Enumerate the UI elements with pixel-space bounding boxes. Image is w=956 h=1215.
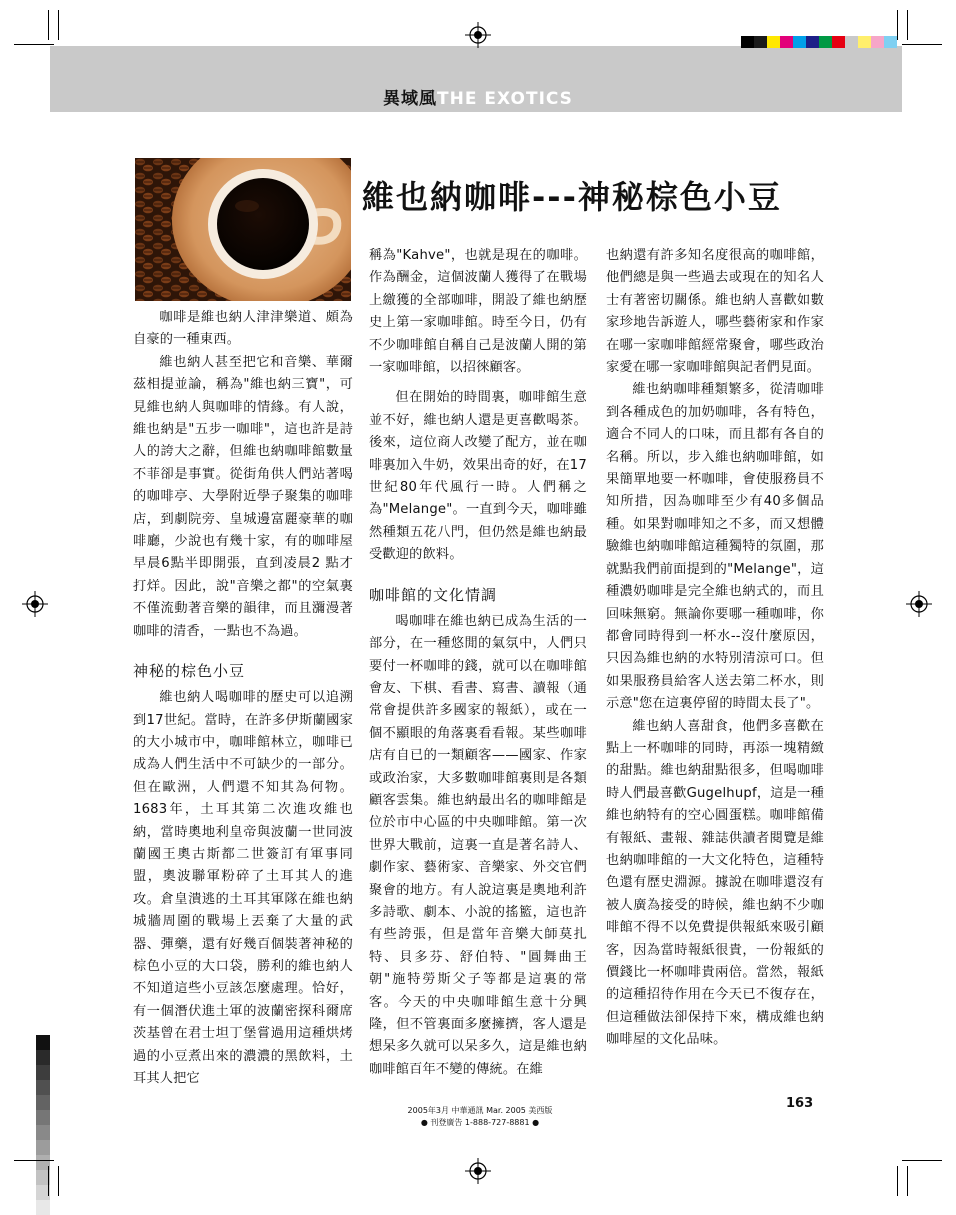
gray-swatch (36, 1095, 50, 1110)
crop-mark (48, 10, 49, 40)
gray-swatch (36, 1110, 50, 1125)
gray-swatch (36, 1140, 50, 1155)
paragraph: 維也納人甚至把它和音樂、華爾茲相提並論，稱為"維也納三寶"，可見維也納人與咖啡的情緣。有人說，維也納是"五步一咖啡"，這也許是詩人的誇大之辭，但維也納咖啡館數量不菲卻是事實。從街角供人們站著喝的咖啡亭、大學附近學子聚集的咖啡店，到劇院旁、皇城邊富麗豪華的咖啡廳，少說也有幾十家，有的咖啡屋早晨6點半即開張，直到凌晨2 點才打烊。因此，說"音樂之都"的空氣裏不僅流動著音樂的韻律，而且瀰漫著咖啡的清香，一點也不為過。 (133, 354, 353, 639)
gray-swatch (36, 1035, 50, 1050)
color-swatch (884, 36, 897, 48)
crop-mark (14, 44, 54, 45)
color-swatch (780, 36, 793, 48)
color-swatch (858, 36, 871, 48)
registration-mark-icon (465, 1158, 491, 1184)
gray-swatch (36, 1125, 50, 1140)
article-headline: 維也納咖啡---神秘棕色小豆 (362, 178, 782, 216)
article-column-1 (133, 307, 353, 1090)
gray-swatch (36, 1080, 50, 1095)
registration-mark-icon (465, 22, 491, 48)
color-swatch (871, 36, 884, 48)
gray-swatch (36, 1200, 50, 1215)
registration-mark-icon (906, 591, 932, 617)
section-heading: 神秘的棕色小豆 (133, 662, 246, 681)
crop-mark (58, 1166, 59, 1196)
coffee-cup-photo (135, 158, 351, 301)
crop-mark (14, 1160, 54, 1161)
color-swatch (845, 36, 858, 48)
paragraph: 喝咖啡在維也納已成為生活的一部分，在一種悠閒的氣氛中，人們只要付一杯咖啡的錢，就可以在咖啡館會友、下棋、看書、寫書、讀報（通常會提供許多國家的報紙），或在一個不顯眼的角落裏看看報。某些咖啡店有自已的一類顧客——國家、作家或政治家，大多數咖啡館裏則是各類顧客雲集。維也納最出名的咖啡館是位於市中心區的中央咖啡館。第一次世界大戰前，這裏一直是著名詩人、劇作家、藝術家、音樂家、外交官們聚會的地方。有人說這裏是奧地利許多詩歌、劇本、小說的搖籃，這也許有些誇張，但是當年音樂大師莫扎特、貝多芬、舒伯特、"圓舞曲王朝"施特勞斯父子等都是這裏的常客。今天的中央咖啡館生意十分興隆，但不管裏面多麼擁擠，客人還是想呆多久就可以呆多久，這是維也納咖啡館百年不變的傳統。在維 (369, 613, 587, 1077)
page-footer (380, 1105, 580, 1129)
gray-swatch (36, 1050, 50, 1065)
color-swatch (832, 36, 845, 48)
page-number: 163 (786, 1096, 814, 1111)
color-swatch (806, 36, 819, 48)
color-swatch (819, 36, 832, 48)
footer-publication: 2005年3月 中華通訊 Mar. 2005 美西版 (407, 1106, 553, 1115)
section-title (0, 84, 956, 109)
crop-mark (897, 10, 898, 40)
paragraph: 維也納人喝咖啡的歷史可以追溯到17世紀。當時，在許多伊斯蘭國家的大小城市中，咖啡館林立，咖啡已成為人們生活中不可缺少的一部分。但在歐洲，人們還不知其為何物。1683年，土耳其第二次進攻維也納，當時奧地利皇帝與波蘭一世同波蘭國王奧古斯都二世簽訂有軍事同盟，奧波聯軍粉碎了土耳其人的進攻。倉皇潰逃的土耳其軍隊在維也納城牆周圍的戰場上丟棄了大量的武器、彈藥，還有好幾百個裝著神秘的棕色小豆的大口袋，勝利的維也納人不知道這些小豆該怎麼處理。恰好，有一個潛伏進土軍的波蘭密探科爾席茨基曾在君士坦丁堡嘗過用這種烘烤過的小豆煮出來的濃濃的黑飲料，土耳其人把它 (133, 690, 353, 1086)
paragraph: 維也納人喜甜食，他們多喜歡在點上一杯咖啡的同時，再添一塊精緻的甜點。維也納甜點很多，但喝咖啡時人們最喜歡Gugelhupf，這是一種維也納特有的空心圓蛋糕。咖啡館備有報紙、畫報、雜誌供讀者閱覽是維也納咖啡館的一大文化特色，這種特色還有歷史淵源。據說在咖啡還沒有被人廣為接受的時候，維也納不少咖啡館不得不以免費提供報紙來吸引顧客，因為當時報紙很貴，一份報紙的價錢比一杯咖啡貴兩倍。當然，報紙的這種招待作用在今天已不復存在，但這種做法卻保持下來，構成維也納咖啡屋的文化品味。 (606, 718, 824, 1048)
footer-ad-contact (380, 1117, 580, 1129)
bullet-icon: ● (420, 1118, 428, 1127)
article-column-2 (369, 245, 587, 1081)
color-swatch (767, 36, 780, 48)
color-swatch (741, 36, 754, 48)
crop-mark (907, 10, 908, 40)
crop-mark (48, 1166, 49, 1196)
footer-ad-text: 刊登廣告 1-888-727-8881 (430, 1118, 530, 1127)
crop-mark (902, 44, 942, 45)
color-calibration-bar (741, 36, 897, 48)
section-title-cn: 異域風 (383, 89, 438, 109)
paragraph: 稱為"Kahve"，也就是現在的咖啡。作為酬金，這個波蘭人獲得了在戰場上繳獲的全部咖啡，開設了維也納歷史上第一家咖啡館。時至今日，仍有不少咖啡館自稱自己是波蘭人開的第一家咖啡館，以招徠顧客。 (369, 248, 587, 376)
paragraph: 維也納咖啡種類繁多，從清咖啡到各種成色的加奶咖啡，各有特色，適合不同人的口味，而且都有各自的名稱。所以，步入維也納咖啡館，如果簡單地要一杯咖啡，會使服務員不知所措，因為咖啡至少有40多個品種。如果對咖啡知之不多，而又想體驗維也納咖啡館這種獨特的氛圍，那就點我們前面提到的"Melange"，這種濃奶咖啡是完全維也納式的，而且回味無窮。無論你要哪一種咖啡，你都會同時得到一杯水--沒什麼原因，只因為維也納的水特別清涼可口。但如果服務員給客人送去第二杯水，則示意"您在這裏停留的時間太長了"。 (606, 382, 824, 712)
section-title-en: THE EXOTICS (437, 89, 573, 109)
paragraph: 也納還有許多知名度很高的咖啡館，他們總是與一些過去或現在的知名人士有著密切關係。維也納人喜歡如數家珍地告訴遊人，哪些藝術家和作家在哪一家咖啡館經常聚會，哪些政治家愛在哪一家咖啡館與記者們見面。 (606, 248, 824, 376)
registration-mark-icon (22, 591, 48, 617)
crop-mark (897, 1166, 898, 1196)
color-swatch (754, 36, 767, 48)
paragraph: 但在開始的時間裏，咖啡館生意並不好，維也納人還是更喜歡喝茶。後來，這位商人改變了配方，並在咖啡裏加入牛奶，效果出奇的好，在17世紀80年代風行一時。人們稱之為"Melange"。一直到今天，咖啡雖然種類五花八門，但仍然是維也納最受歡迎的飲料。 (369, 390, 587, 563)
bullet-icon: ● (532, 1118, 540, 1127)
crop-mark (907, 1166, 908, 1196)
crop-mark (902, 1160, 942, 1161)
gray-swatch (36, 1065, 50, 1080)
section-heading: 咖啡館的文化情調 (369, 585, 498, 604)
color-swatch (793, 36, 806, 48)
article-column-3 (606, 245, 824, 1052)
crop-mark (58, 10, 59, 40)
coffee-cup-illustration (135, 158, 351, 301)
photo-caption: 咖啡是維也納人津津樂道、頗為自豪的一種東西。 (133, 310, 353, 348)
